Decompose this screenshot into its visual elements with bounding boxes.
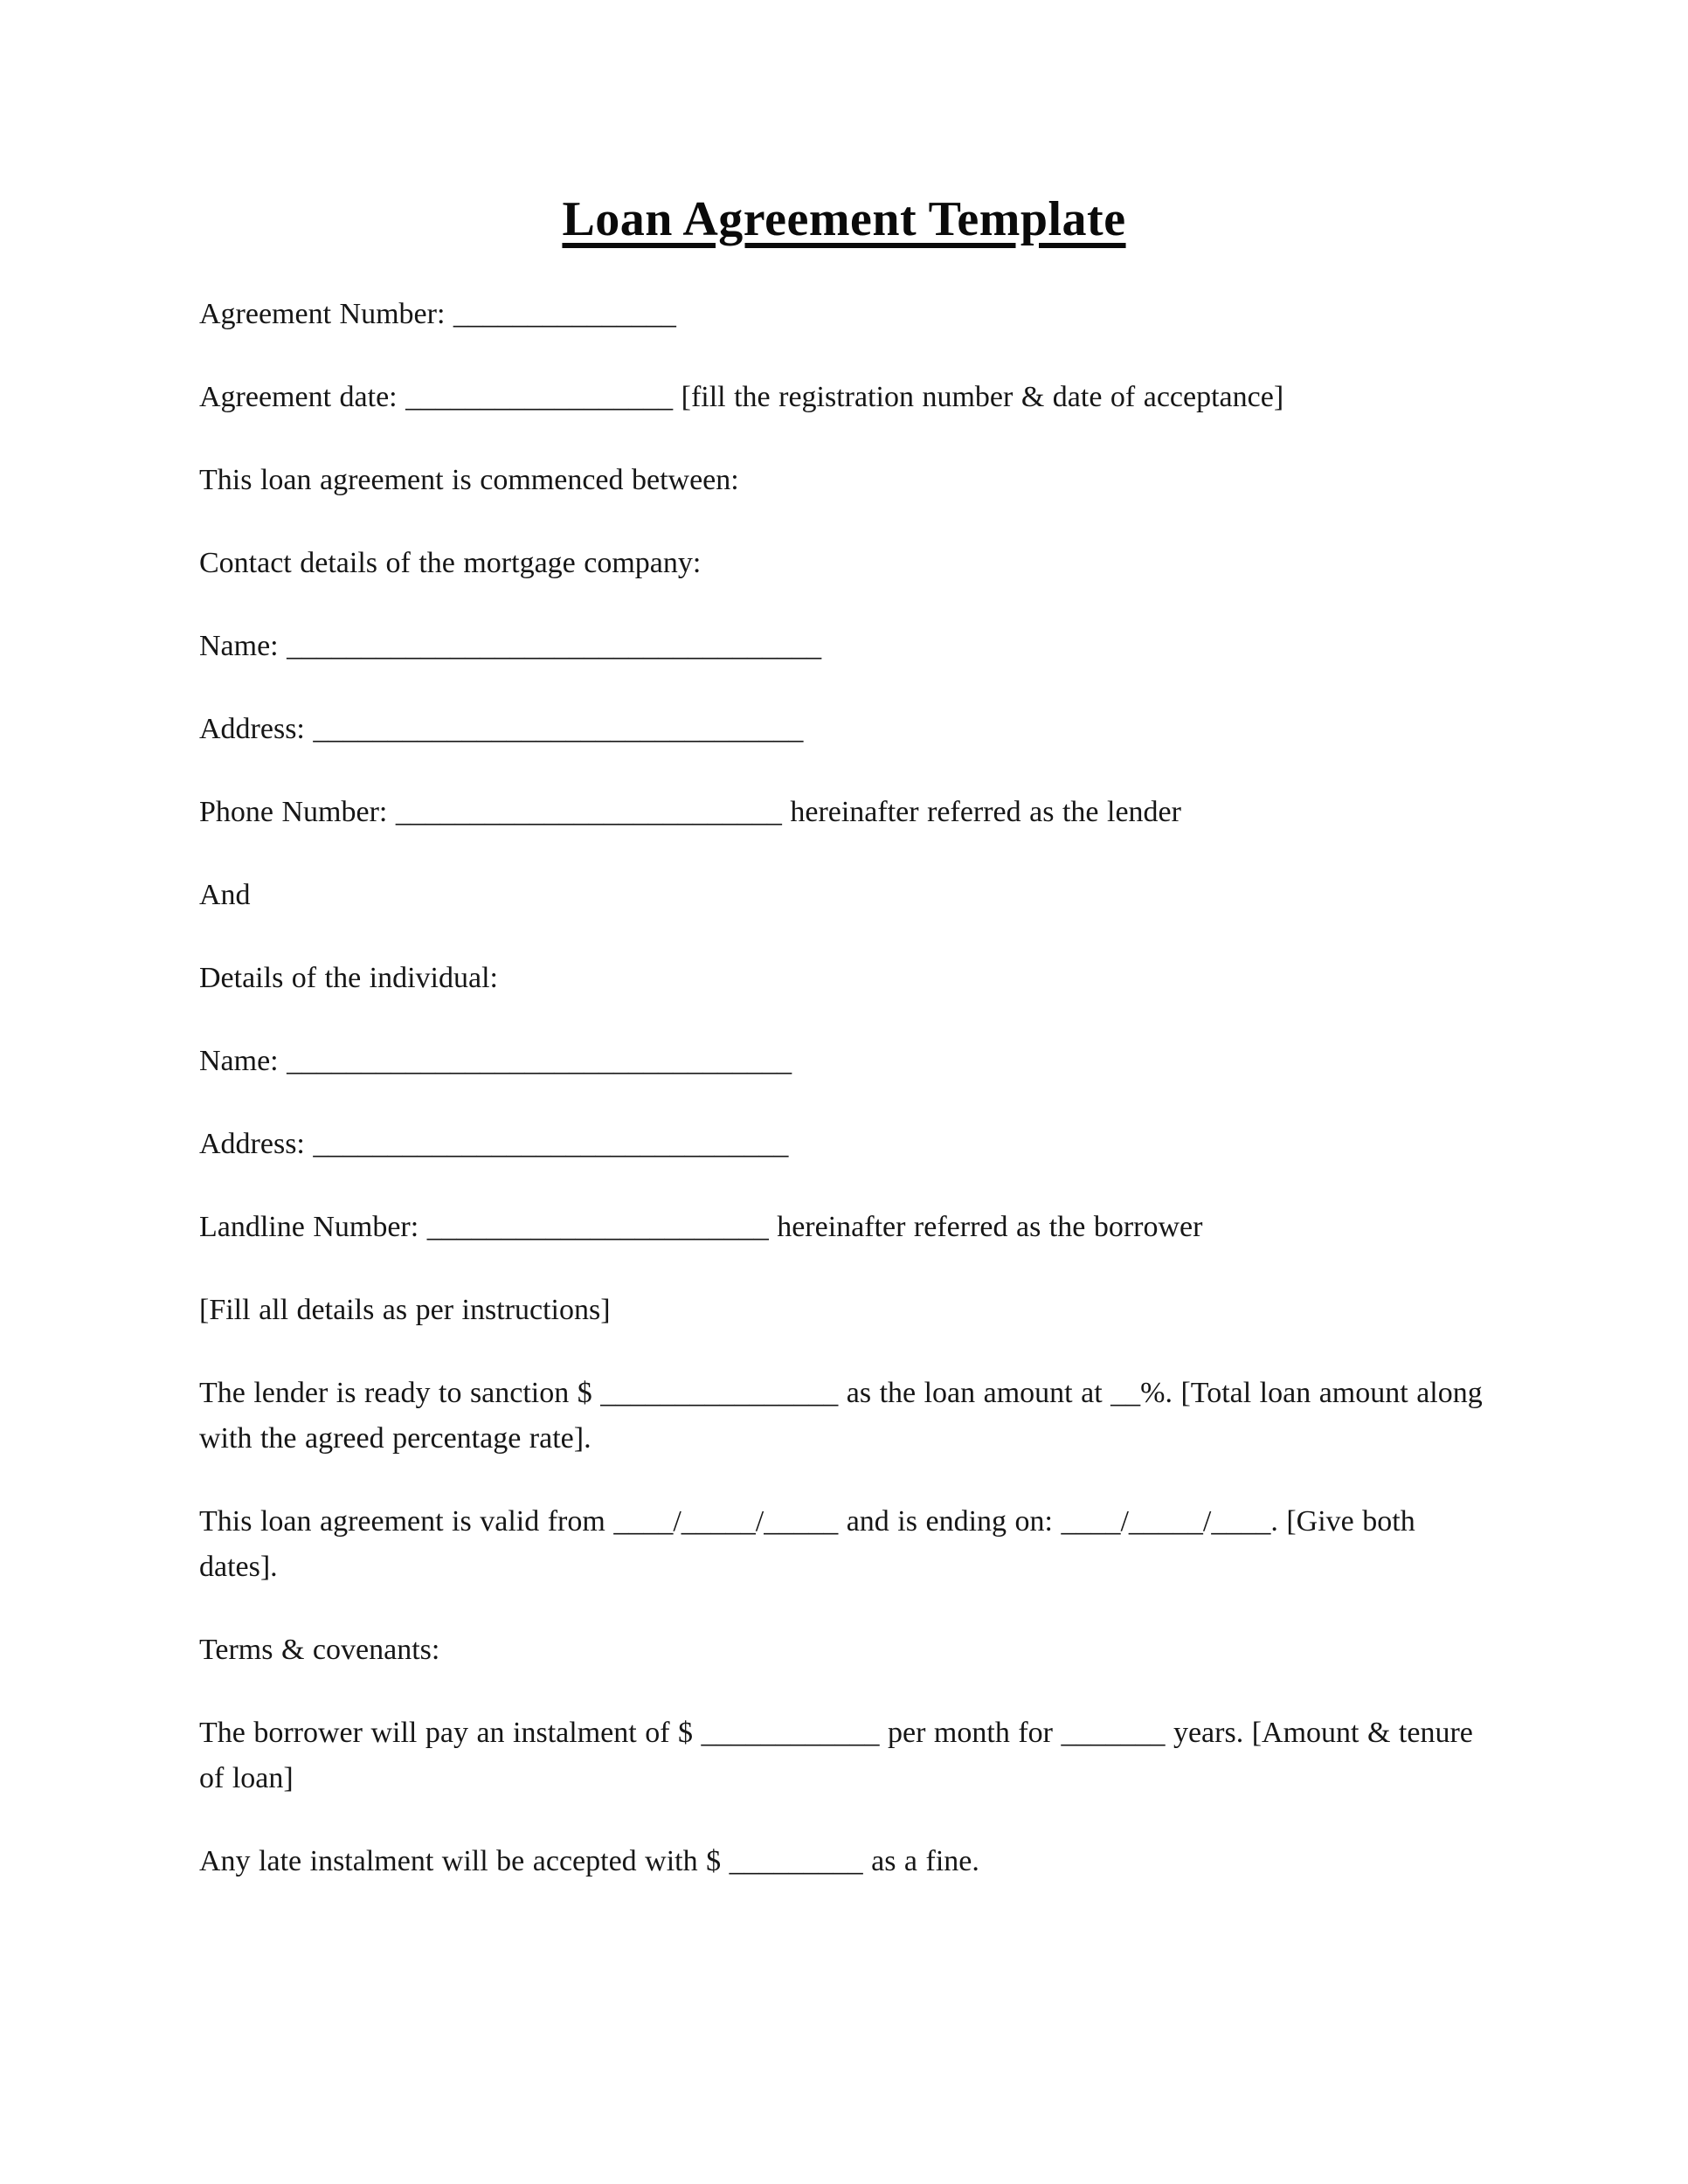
- agreement-number-line: Agreement Number: _______________: [199, 298, 676, 330]
- and-connector: And: [199, 879, 251, 911]
- document-body: [199, 292, 1489, 1884]
- commencement-line: This loan agreement is commenced between:: [199, 464, 739, 496]
- late-fine-clause: Any late instalment will be accepted with $ _________ as a fine.: [199, 1845, 979, 1877]
- agreement-date-line: Agreement date: __________________ [fill the registration number & date of acceptance]: [199, 381, 1284, 413]
- instructions-note: [Fill all details as per instructions]: [199, 1294, 611, 1326]
- individual-landline-line: Landline Number: _______________________ hereinafter referred as the borrower: [199, 1211, 1203, 1243]
- company-contact-heading: Contact details of the mortgage company:: [199, 547, 702, 579]
- instalment-clause: The borrower will pay an instalment of $ ____________ per month for _______ years. [Amount & tenure of loan]: [199, 1717, 1473, 1794]
- individual-name-line: Name: __________________________________: [199, 1045, 792, 1077]
- company-address-line: Address: _________________________________: [199, 713, 804, 745]
- loan-amount-clause: The lender is ready to sanction $ ________________ as the loan amount at __%. [Total loan amount along with the agreed percentage rate].: [199, 1377, 1483, 1455]
- document-title: Loan Agreement Template: [562, 192, 1126, 246]
- terms-covenants-heading: Terms & covenants:: [199, 1634, 440, 1666]
- validity-clause: This loan agreement is valid from ____/_____/_____ and is ending on: ____/_____/____. [Give both dates].: [199, 1505, 1415, 1583]
- individual-address-line: Address: ________________________________: [199, 1128, 789, 1160]
- company-name-line: Name: ____________________________________: [199, 630, 822, 662]
- company-phone-line: Phone Number: __________________________ hereinafter referred as the lender: [199, 796, 1181, 828]
- individual-details-heading: Details of the individual:: [199, 962, 498, 994]
